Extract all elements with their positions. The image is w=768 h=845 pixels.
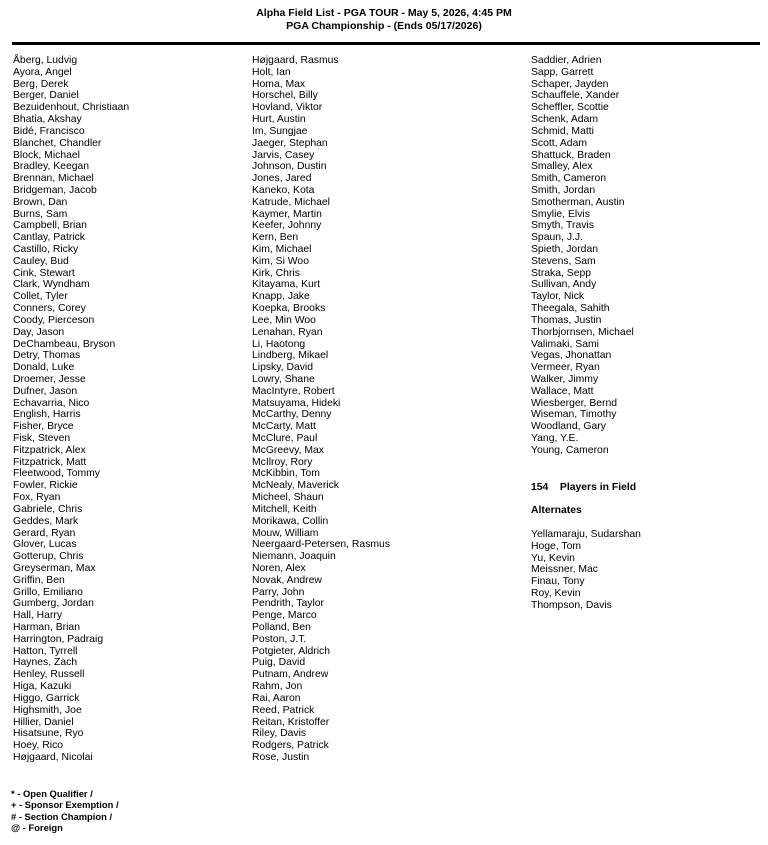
- player-name: Valimaki, Sami: [531, 338, 599, 350]
- player-name: Young, Cameron: [531, 444, 609, 456]
- player-name: Henley, Russell: [13, 669, 85, 681]
- player-name: McIlroy, Rory: [252, 456, 313, 468]
- player-name: Cantlay, Patrick: [13, 232, 85, 244]
- player-name: Cauley, Bud: [13, 255, 69, 267]
- player-name: Keefer, Johnny: [252, 220, 322, 232]
- player-name: Puig, David: [252, 657, 306, 669]
- player-name: Kern, Ben: [252, 232, 299, 244]
- alternates-list: [531, 529, 641, 612]
- alternate-name: Thompson, Davis: [531, 599, 612, 611]
- player-name: Schauffele, Xander: [531, 90, 620, 102]
- player-name: Jones, Jared: [252, 173, 312, 185]
- player-name: Rahm, Jon: [252, 681, 303, 693]
- player-name: Fitzpatrick, Matt: [13, 456, 87, 468]
- player-name: Pendrith, Taylor: [252, 598, 325, 610]
- player-name: Lindberg, Mikael: [252, 350, 329, 362]
- player-name: Riley, Davis: [252, 728, 307, 740]
- player-name: Fisk, Steven: [13, 433, 71, 444]
- report-title: Alpha Field List - PGA TOUR - May 5, 2026, 4:45 PM: [256, 7, 512, 19]
- alternates-heading: Alternates: [531, 505, 582, 516]
- player-name: Højgaard, Nicolai: [13, 751, 93, 763]
- player-name: Castillo, Ricky: [13, 244, 79, 255]
- player-name: Clark, Wyndham: [13, 279, 90, 291]
- field-count-label: Players in Field: [559, 482, 637, 493]
- player-name: Jaeger, Stephan: [252, 137, 328, 149]
- player-name: Lipsky, David: [252, 362, 314, 374]
- player-name: Kim, Michael: [252, 244, 312, 255]
- player-name: Wallace, Matt: [531, 385, 594, 397]
- player-name: Thorbjornsen, Michael: [531, 326, 634, 338]
- player-name: Kaymer, Martin: [252, 208, 322, 220]
- player-name: Knapp, Jake: [252, 291, 310, 303]
- player-name: Smotherman, Austin: [531, 196, 625, 208]
- player-name: Jarvis, Casey: [252, 149, 315, 161]
- player-name: Detry, Thomas: [13, 350, 81, 362]
- player-name: Koepka, Brooks: [252, 303, 326, 315]
- field-count-summary: [531, 482, 636, 493]
- player-name: Taylor, Nick: [531, 291, 585, 303]
- legend-item: # - Section Champion /: [11, 810, 113, 822]
- player-name: Woodland, Gary: [531, 421, 606, 433]
- player-name: Campbell, Brian: [13, 220, 87, 232]
- alternate-name: Hoge, Tom: [531, 540, 582, 552]
- player-name: Griffin, Ben: [13, 574, 65, 586]
- player-name: Burns, Sam: [13, 208, 68, 220]
- player-name: Harman, Brian: [13, 622, 80, 633]
- player-name: Hurt, Austin: [252, 114, 306, 126]
- player-name: Fisher, Bryce: [13, 421, 74, 433]
- player-name: Saddier, Adrien: [531, 55, 602, 66]
- legend-item: * - Open Qualifier /: [11, 788, 93, 799]
- player-name: Higgo, Garrick: [13, 692, 80, 704]
- player-name: Lenahan, Ryan: [252, 326, 323, 338]
- player-name: Thomas, Justin: [531, 314, 602, 326]
- player-name: Bradley, Keegan: [13, 161, 90, 173]
- player-name: DeChambeau, Bryson: [13, 338, 116, 350]
- player-name: Schaper, Jayden: [531, 78, 609, 90]
- player-name: Fitzpatrick, Alex: [13, 444, 86, 456]
- player-name: Reitan, Kristoffer: [252, 716, 330, 728]
- player-name: Theegala, Sahith: [531, 303, 610, 315]
- player-name: Novak, Andrew: [252, 574, 322, 586]
- player-name: Gotterup, Chris: [13, 551, 84, 563]
- player-name: Schmid, Matti: [531, 125, 594, 137]
- player-name: Hoey, Rico: [13, 740, 64, 752]
- player-name: Kirk, Chris: [252, 267, 300, 279]
- header-divider: [12, 42, 760, 45]
- player-name: Im, Sungjae: [252, 125, 308, 137]
- player-name: Berg, Derek: [13, 78, 69, 90]
- player-name: Glover, Lucas: [13, 539, 77, 551]
- player-name: Matsuyama, Hideki: [252, 397, 341, 409]
- player-name: Greyserman, Max: [13, 562, 96, 574]
- player-name: McCarthy, Denny: [252, 409, 332, 421]
- player-name: Holt, Ian: [252, 66, 291, 78]
- player-name: Wiesberger, Bernd: [531, 397, 618, 409]
- player-name: Rodgers, Patrick: [252, 740, 329, 752]
- player-name: McClure, Paul: [252, 433, 318, 444]
- player-column-2: [252, 55, 390, 764]
- player-name: Lee, Min Woo: [252, 314, 316, 326]
- player-name: Coody, Pierceson: [13, 314, 95, 326]
- alternate-name: Finau, Tony: [531, 576, 585, 588]
- player-name: Gabriele, Chris: [13, 503, 83, 515]
- player-name: Fowler, Rickie: [13, 480, 78, 492]
- player-name: Schenk, Adam: [531, 114, 599, 126]
- player-name: McNealy, Maverick: [252, 480, 339, 492]
- alternate-name: Yu, Kevin: [531, 552, 575, 564]
- player-name: Brennan, Michael: [13, 173, 94, 185]
- player-name: Morikawa, Collin: [252, 515, 329, 527]
- player-name: Rai, Aaron: [252, 692, 301, 704]
- player-name: Spieth, Jordan: [531, 244, 599, 255]
- player-name: Echavarria, Nico: [13, 397, 90, 409]
- document-header: [0, 7, 768, 32]
- player-name: Conners, Corey: [13, 303, 86, 315]
- player-name: Vermeer, Ryan: [531, 362, 600, 374]
- player-name: Highsmith, Joe: [13, 704, 82, 716]
- player-name: Gerard, Ryan: [13, 527, 76, 539]
- player-name: Sullivan, Andy: [531, 279, 597, 291]
- player-name: Hovland, Viktor: [252, 102, 323, 114]
- player-name: Brown, Dan: [13, 196, 68, 208]
- player-name: Geddes, Mark: [13, 515, 79, 527]
- player-name: Niemann, Joaquin: [252, 551, 336, 563]
- player-column-1: [13, 55, 129, 764]
- player-name: Kaneko, Kota: [252, 184, 315, 196]
- event-title: PGA Championship - (Ends 05/17/2026): [286, 19, 482, 32]
- player-name: Li, Haotong: [252, 338, 306, 350]
- player-name: McGreevy, Max: [252, 444, 324, 456]
- legend-item: @ - Foreign: [11, 821, 63, 833]
- player-name: Johnson, Dustin: [252, 161, 327, 173]
- player-name: Smith, Cameron: [531, 173, 607, 185]
- player-name: Mitchell, Keith: [252, 503, 317, 515]
- player-name: Neergaard-Petersen, Rasmus: [252, 539, 391, 551]
- player-name: Smith, Jordan: [531, 184, 596, 196]
- alternate-name: Meissner, Mac: [531, 564, 598, 576]
- player-name: Smylie, Elvis: [531, 208, 590, 220]
- player-name: Potgieter, Aldrich: [252, 645, 330, 657]
- player-name: Hatton, Tyrrell: [13, 645, 78, 657]
- player-name: Block, Michael: [13, 149, 80, 161]
- player-name: Day, Jason: [13, 326, 65, 338]
- player-name: Straka, Sepp: [531, 267, 592, 279]
- player-name: Sapp, Garrett: [531, 66, 594, 78]
- player-name: Grillo, Emiliano: [13, 586, 83, 598]
- player-name: Ayora, Angel: [13, 66, 72, 78]
- player-name: Bridgeman, Jacob: [13, 184, 97, 196]
- player-name: Åberg, Ludvig: [13, 55, 78, 66]
- legend-item: + - Sponsor Exemption /: [11, 799, 119, 811]
- alternate-name: Yellamaraju, Sudarshan: [531, 529, 641, 540]
- player-name: Smalley, Alex: [531, 161, 593, 173]
- player-name: Hall, Harry: [13, 610, 63, 622]
- player-name: Dufner, Jason: [13, 385, 78, 397]
- player-name: Putnam, Andrew: [252, 669, 329, 681]
- legend: [11, 788, 119, 833]
- player-name: Fox, Ryan: [13, 492, 61, 504]
- player-name: Harrington, Padraig: [13, 633, 104, 645]
- player-name: Homa, Max: [252, 78, 306, 90]
- player-name: Penge, Marco: [252, 610, 317, 622]
- player-name: Cink, Stewart: [13, 267, 75, 279]
- player-name: Kim, Si Woo: [252, 255, 309, 267]
- player-column-3: [531, 55, 634, 457]
- player-name: Droemer, Jesse: [13, 373, 86, 385]
- player-name: Blanchet, Chandler: [13, 137, 102, 149]
- player-name: Walker, Jimmy: [531, 373, 599, 385]
- player-name: English, Harris: [13, 409, 81, 421]
- player-name: Fleetwood, Tommy: [13, 468, 101, 480]
- player-name: MacIntyre, Robert: [252, 385, 335, 397]
- player-name: Reed, Patrick: [252, 704, 315, 716]
- player-name: Spaun, J.J.: [531, 232, 583, 244]
- player-name: Hillier, Daniel: [13, 716, 74, 728]
- player-name: Rose, Justin: [252, 751, 310, 763]
- field-count: 154: [531, 482, 549, 493]
- player-name: Horschel, Billy: [252, 90, 318, 102]
- player-name: Polland, Ben: [252, 622, 311, 633]
- player-name: Bhatia, Akshay: [13, 114, 82, 126]
- player-name: Hisatsune, Ryo: [13, 728, 84, 740]
- player-name: Haynes, Zach: [13, 657, 78, 669]
- player-name: Smyth, Travis: [531, 220, 594, 232]
- player-name: Yang, Y.E.: [531, 433, 579, 444]
- player-name: Noren, Alex: [252, 562, 306, 574]
- player-name: Wiseman, Timothy: [531, 409, 617, 421]
- player-name: McCarty, Matt: [252, 421, 316, 433]
- alternate-name: Roy, Kevin: [531, 588, 581, 600]
- player-name: Shattuck, Braden: [531, 149, 611, 161]
- player-name: Bidé, Francisco: [13, 125, 85, 137]
- player-name: Collet, Tyler: [13, 291, 68, 303]
- player-name: Micheel, Shaun: [252, 492, 324, 504]
- player-name: Donald, Luke: [13, 362, 75, 374]
- player-name: Kitayama, Kurt: [252, 279, 321, 291]
- player-name: Bezuidenhout, Christiaan: [13, 102, 130, 114]
- player-name: Vegas, Jhonattan: [531, 350, 612, 362]
- player-name: Scheffler, Scottie: [531, 102, 609, 114]
- player-name: Poston, J.T.: [252, 633, 307, 645]
- player-name: Mouw, William: [252, 527, 319, 539]
- player-name: Parry, John: [252, 586, 305, 598]
- player-name: Højgaard, Rasmus: [252, 55, 339, 66]
- player-name: Gumberg, Jordan: [13, 598, 94, 610]
- player-name: Scott, Adam: [531, 137, 588, 149]
- player-name: McKibbin, Tom: [252, 468, 320, 480]
- player-name: Stevens, Sam: [531, 255, 596, 267]
- player-name: Lowry, Shane: [252, 373, 315, 385]
- player-name: Katrude, Michael: [252, 196, 330, 208]
- player-name: Berger, Daniel: [13, 90, 79, 102]
- player-name: Higa, Kazuki: [13, 681, 72, 693]
